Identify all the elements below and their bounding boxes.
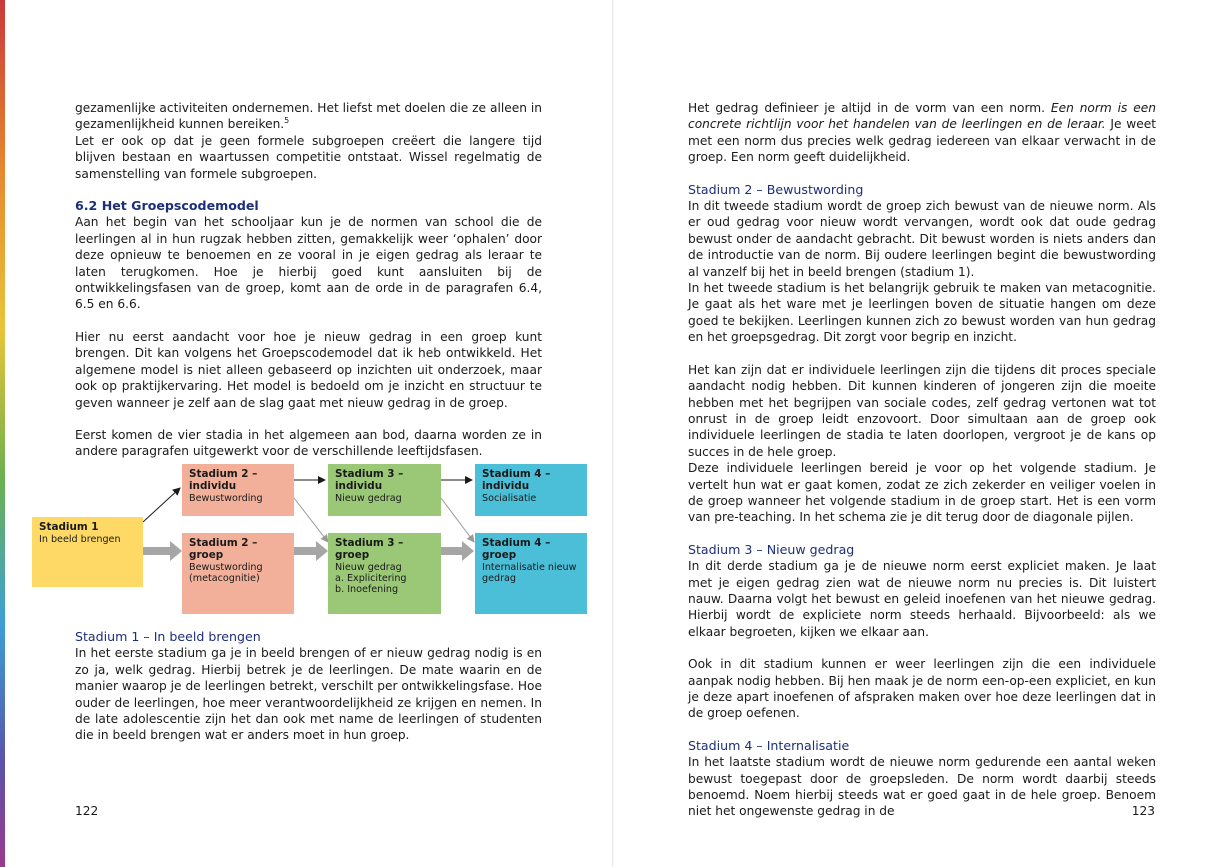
stage-2-individu-box: Stadium 2 – individu Bewustwording: [182, 464, 294, 516]
section-heading: 6.2 Het Groepscodemodel: [75, 198, 259, 214]
paragraph: In dit tweede stadium wordt de groep zich bewust van de nieuwe norm. Als er oud gedrag voor nieuw wordt vervangen, wordt ook dat oude gedrag bewust onder de aandacht gebracht. Dit bewust worden is niets anders dan de introductie van de norm. Bij oudere leerlingen begint die bewustwording al vanzelf bij het in beeld brengen (stadium 1).: [688, 199, 1156, 279]
stage-1-heading: Stadium 1 – In beeld brengen: [75, 629, 261, 644]
page-number-right: 123: [1131, 804, 1155, 818]
paragraph: In het laatste stadium wordt de nieuwe norm gedurende een aantal weken bewust toegepast door de groepsleden. De norm wordt daarbij steeds benoemd. Noem hierbij steeds wat er goed gaat in de hele groep. Benoem niet het ongewenste gedrag in de: [688, 755, 1156, 819]
paragraph: In het tweede stadium is het belangrijk gebruik te maken van metacognitie. Je gaat als het ware met je leerlingen boven de situatie hangen om deze goed te bekijken. Leerlingen kunnen zich zo bewust worden van hun gedrag en het groepsgedrag. Dit zorgt voor begrip en inzicht.: [688, 281, 1156, 345]
left-page-body: [75, 100, 542, 460]
group-arrow-1-2: [143, 541, 182, 561]
group-arrow-2-3: [294, 541, 328, 561]
stage-3-groep-list: [335, 573, 434, 595]
right-page-body: [688, 100, 1156, 820]
list-item: b. Inoefening: [335, 584, 399, 595]
paragraph: In het eerste stadium ga je in beeld brengen of er nieuw gedrag nodig is en zo ja, welk gedrag. Hierbij betrek je de leerlingen. De mate waarin en de manier waarop je de leerlingen betrekt, verschilt per ontwikkelingsfase. Hoe ouder de leerlingen, hoe meer verantwoordelijkheid ze krijgen en nemen. In de late adolescentie zijn het dan ook met name de leerlingen of studenten die in beeld brengen wat er anders moet in hun groep.: [75, 646, 542, 743]
stage-1-box: Stadium 1 In beeld brengen: [32, 517, 143, 587]
paragraph: gezamenlijke activiteiten ondernemen. Het liefst met doelen die ze alleen in gezamenlijkheid kunnen bereiken.$^5$: [75, 101, 542, 132]
stage-3-heading: Stadium 3 – Nieuw gedrag: [688, 541, 855, 557]
group-arrow-3-4: [441, 541, 474, 561]
arrow-1-to-2-individu: [143, 488, 180, 522]
stage-4-heading: Stadium 4 – Internalisatie: [688, 737, 850, 753]
paragraph: Let er ook op dat je geen formele subgroepen creëert die langere tijd blijven bestaan en waartussen competitie ontstaat. Wissel regelmatig de samenstelling van formele subgroepen.: [75, 133, 542, 181]
norm-definition: Een norm is een concrete richtlijn voor het handelen van de leerlingen en de leraar.: [688, 101, 1156, 132]
stage-4-individu-box: Stadium 4 – individu Socialisatie: [475, 464, 587, 516]
paragraph: In dit derde stadium ga je de nieuwe norm eerst expliciet maken. Je laat met je eigen gedrag zien wat de nieuwe norm nu precies is. Dit luistert nauw. Daarna volgt het bewust en geleid inoefenen van het nieuwe gedrag. Hierbij wordt de expliciete norm steeds herhaald. Bijvoorbeeld: als we elkaar begroeten, kijken we elkaar aan.: [688, 559, 1156, 639]
diagonal-arrow-2-3: [294, 498, 328, 542]
footnote-ref[interactable]: 5: [284, 116, 290, 126]
paragraph: Ook in dit stadium kunnen er weer leerlingen zijn die een individuele aanpak nodig hebben. Bij hen maak je de norm een-op-een expliciet, en kun je deze apart inoefenen of afspraken maken over hoe deze leerlingen dat in de groep oefenen.: [688, 657, 1156, 721]
color-edge-strip: [0, 0, 5, 867]
paragraph: Hier nu eerst aandacht voor hoe je nieuw gedrag in een groep kunt brengen. Dit kan volgens het Groepscodemodel dat ik heb ontwikkeld. Het algemene model is niet alleen gebaseerd op inzichten uit onderzoek, maar ook op praktijkervaring. Het model is bedoeld om je inzicht en structuur te geven wanneer je zelf aan de slag gaat met nieuw gedrag in de groep.: [75, 329, 542, 410]
stage-3-individu-box: Stadium 3 – individu Nieuw gedrag: [328, 464, 441, 516]
page-number-left: 122: [75, 804, 99, 818]
paragraph: Deze individuele leerlingen bereid je voor op het volgende stadium. Je vertelt hun wat er gaat komen, zodat ze zich zekerder en veiliger voelen in de groep wanneer het volgende stadium in de groep start. Het is een vorm van pre-teaching. In het schema zie je dit terug door de diagonale pijlen.: [688, 461, 1156, 525]
stage-2-heading: Stadium 2 – Bewustwording: [688, 181, 864, 197]
page-fold: [612, 0, 614, 867]
paragraph: Het gedrag definieer je altijd in de vorm van een norm. Een norm is een concrete richtlijn voor het handelen van de leerlingen en de leraar. Je weet met een norm dus precies welk gedrag iedereen van elkaar verwacht in de groep. Een norm geeft duidelijkheid.: [688, 101, 1157, 165]
stage-2-groep-box: Stadium 2 – groep Bewustwording (metacognitie): [182, 533, 294, 614]
left-page-body-lower: [75, 629, 542, 744]
stage-4-groep-box: Stadium 4 – groep Internalisatie nieuw gedrag: [475, 533, 587, 614]
paragraph: Aan het begin van het schooljaar kun je de normen van school die de leerlingen al in hun rugzak hebben zitten, gemakkelijk weer ‘ophalen’ door deze opnieuw te benoemen en ze vooral in je eigen gedrag als leraar te laten terugkomen. Hoe je hierbij goed kunt aansluiten bij de ontwikkelingsfasen van de groep, komt aan de orde in de paragrafen 6.4, 6.5 en 6.6.: [75, 215, 542, 312]
list-item: a. Explicitering: [335, 572, 407, 584]
paragraph: Eerst komen de vier stadia in het algemeen aan bod, daarna worden ze in andere paragrafen uitgewerkt voor de verschillende leeftijdsfasen.: [75, 427, 542, 459]
groepscodemodel-diagram: [32, 462, 592, 622]
diagonal-arrow-3-4: [441, 498, 474, 542]
stage-3-groep-box: Stadium 3 – groep Nieuw gedrag a. Explicitering b. Inoefening: [328, 533, 441, 614]
paragraph: Het kan zijn dat er individuele leerlingen zijn die tijdens dit proces speciale aandacht nodig hebben. Dit kunnen kinderen of jongeren zijn die moeite hebben met het begrijpen van sociale codes, zelf gedrag vertonen wat tot onrust in de groep leidt enzovoort. Door simultaan aan de groep ook individuele leerlingen de stadia te laten doorlopen, vergroot je de kans op succes in de hele groep.: [688, 362, 1156, 459]
